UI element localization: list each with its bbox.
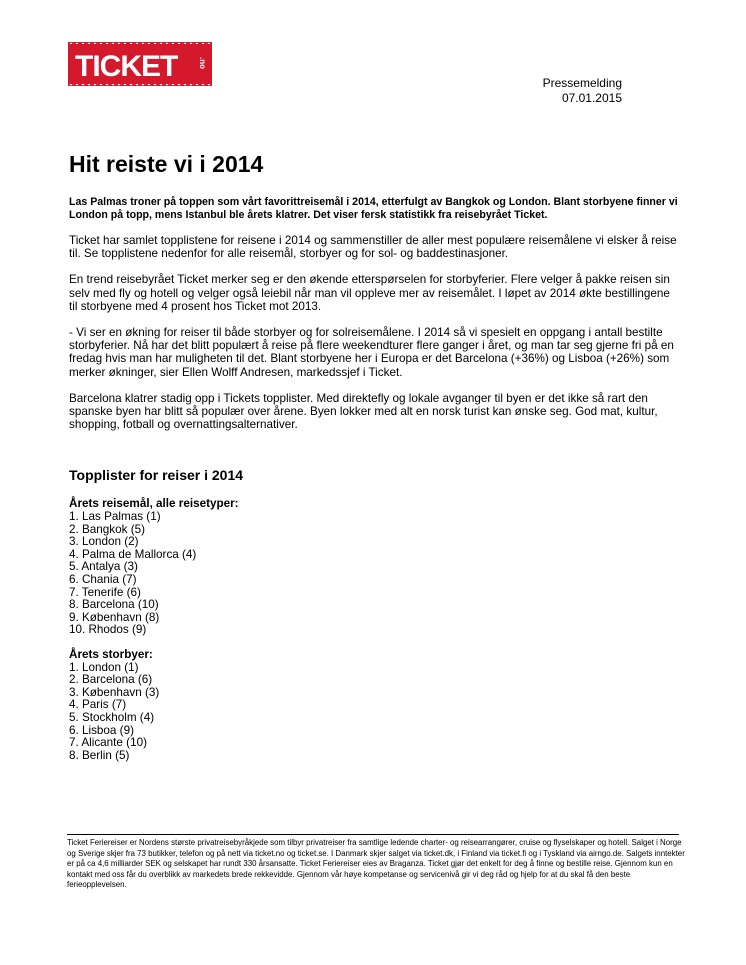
list-item: 6. Chania (7) xyxy=(69,573,137,586)
list-item: 4. Paris (7) xyxy=(69,698,127,712)
toplist-cities xyxy=(69,649,681,762)
logo-tld: .no xyxy=(198,57,207,69)
article-paragraph-4: Barcelona klatrer stadig opp i Tickets topplister. Med direktefly og lokale avganger til byen er det ikke så rart den spanske byen har blitt så populær over årene. Byen lokker med alt en norsk turist kan ønske seg. God mat, kultur, shopping, fotball og overnattingsalternativer. xyxy=(69,391,658,432)
list-item: 1. London (1) xyxy=(69,660,139,674)
toplist-all xyxy=(69,498,681,637)
article-paragraph-2: En trend reisebyrået Ticket merker seg er den økende etterspørselen for storbyferier. Flere velger å pakke reisen sin selv med fly og hotell og velger også leiebil når man vil oppleve mer av reisemålet. I løpet av 2014 økte bestillingene til storbyene med 4 prosent hos Ticket mot 2013. xyxy=(69,273,670,313)
logo-wordmark: TICKET xyxy=(75,50,178,83)
press-date: 07.01.2015 xyxy=(561,91,622,105)
list-item: 5. Stockholm (4) xyxy=(69,710,155,724)
list-item: 1. Las Palmas (1) xyxy=(69,510,161,524)
footer-divider xyxy=(67,834,679,835)
list-item: 8. Berlin (5) xyxy=(69,748,130,762)
article xyxy=(69,150,681,762)
article-lead: Las Palmas troner på toppen som vårt favorittreisemål i 2014, etterfulgt av Bangkok og London. Blant storbyene finner vi London på topp, mens Istanbul ble årets klatrer. Det viser fersk statistikk fra reisebyrået Ticket. xyxy=(69,196,678,221)
doc-type: Pressemelding xyxy=(542,76,622,90)
article-paragraph-3: - Vi ser en økning for reiser til både storbyer og for solreisemålene. I 2014 så vi spesielt en oppgang i antall bestilte storbyferier. Nå har det blitt populært å reise på flere weekendturer flere ganger i året, og man tar seg gjerne fri på en fredag hvis man har muligheten til det. Blant storbyene her i Europa er det Barcelona (+36%) og Lisboa (+26%) som merker økninger, sier Ellen Wolff Andresen, markedssjef i Ticket. xyxy=(69,326,674,379)
list-item: 7. Tenerife (6) xyxy=(69,585,141,599)
list-item: 3. London (2) xyxy=(69,535,139,549)
list-item: 4. Palma de Mallorca (4) xyxy=(69,547,197,561)
press-info xyxy=(543,76,622,106)
ticket-logo xyxy=(68,42,212,86)
article-paragraph-1: Ticket har samlet topplistene for reisene i 2014 og sammenstiller de aller mest populære reisemålene vi elsker å reise til. Se topplistene nedenfor for alle reisemål, storbyer og for sol- og baddestinasjoner. xyxy=(69,234,677,261)
list-item: 8. Barcelona (10) xyxy=(69,598,159,612)
list-item: 9. København (8) xyxy=(69,610,160,624)
list-item: 3. København (3) xyxy=(69,685,160,699)
toplist-cities-title: Årets storbyer: xyxy=(69,647,153,661)
list-item: 10. Rhodos (9) xyxy=(69,623,147,637)
toplists-heading: Topplister for reiser i 2014 xyxy=(69,467,244,484)
list-item: 7. Alicante (10) xyxy=(69,736,147,750)
footer-text: Ticket Feriereiser er Nordens største privatreisebyråkjede som tilbyr privatreiser fra samtlige ledende charter- og reisearrangører, cruise og flyselskaper og hotell. Salget i Norge og Sverige skjer fra 73 butikker, telefon og på nett via ticket.no og ticket.se. I Danmark skjer salget via ticket.dk, i Finland via ticket.fi og i Tyskland via airngo.de. Salgets inntekter er på ca 4,6 milliarder SEK og selskapet har rundt 330 årsansatte. Ticket Feriereiser eies av Braganza. Ticket gjør det enkelt for deg å finne og bestille reise. Gjennom kun en kontakt med oss får du overblikk av markedets brede rekkevidde. Gjennom vår høye kompetanse og servicenivå gir vi deg råd og hjelp for at du skal få den beste ferieopplevelsen. xyxy=(67,838,685,890)
list-item: 6. Lisboa (9) xyxy=(69,723,134,737)
list-item: 5. Antalya (3) xyxy=(69,560,138,574)
list-item: 2. Barcelona (6) xyxy=(69,673,153,687)
toplist-all-title: Årets reisemål, alle reisetyper: xyxy=(69,497,239,511)
list-item: 2. Bangkok (5) xyxy=(69,522,146,536)
article-title: Hit reiste vi i 2014 xyxy=(69,151,264,177)
